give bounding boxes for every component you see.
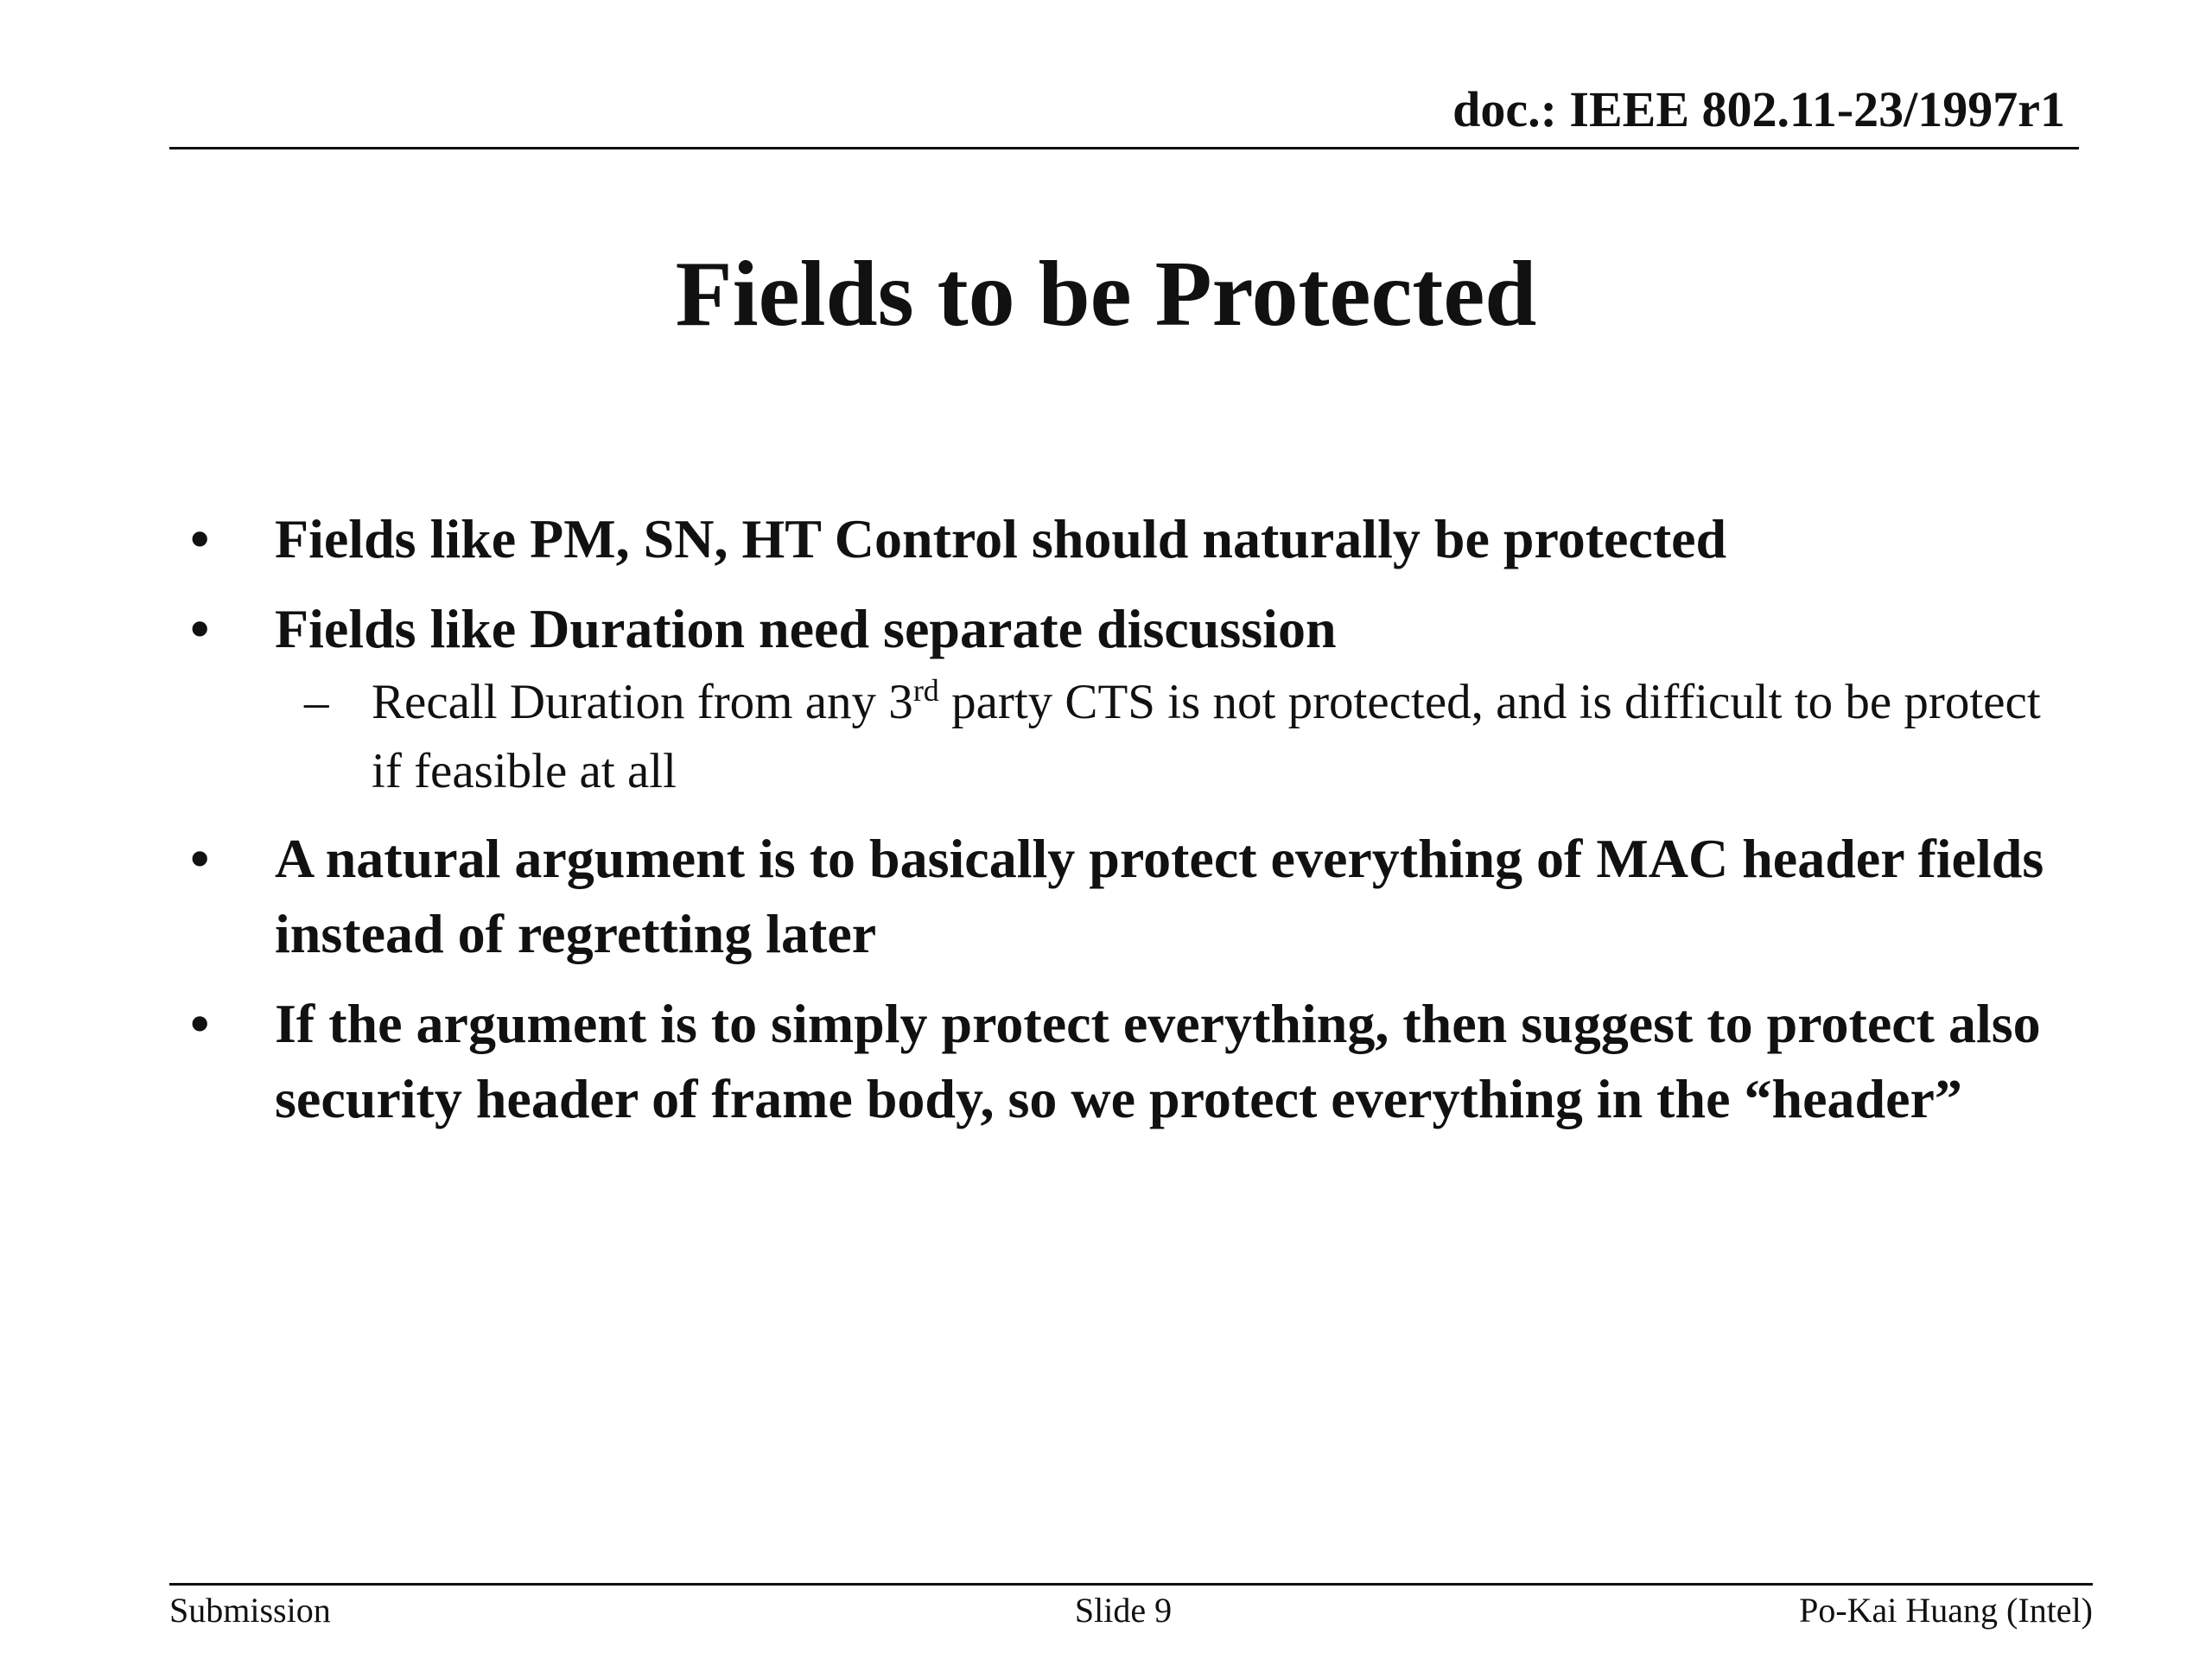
bullet-marker: • — [190, 598, 210, 659]
bullet-item — [173, 821, 2074, 971]
footer-author: Po-Kai Huang (Intel) — [1799, 1591, 2093, 1630]
document-reference: doc.: IEEE 802.11-23/1997r1 — [1452, 81, 2065, 137]
bullet-marker: • — [190, 828, 210, 889]
bullet-marker: • — [190, 993, 210, 1054]
bullet-list — [173, 501, 2074, 1151]
footer-submission: Submission — [169, 1591, 331, 1630]
sub-bullet-marker: – — [304, 675, 329, 729]
footer-divider — [169, 1583, 2093, 1586]
header-divider — [169, 147, 2079, 149]
bullet-marker: • — [190, 508, 210, 569]
sub-bullet-item — [173, 668, 2074, 806]
bullet-text: Fields like Duration need separate discussion — [275, 598, 1337, 659]
ordinal-superscript: rd — [912, 673, 939, 708]
bullet-item — [173, 986, 2074, 1136]
sub-bullet-text-end: party CTS is not protected, and is difficult to be protect if feasible at all — [372, 675, 2041, 798]
sub-bullet-text-start: Recall Duration from any 3 — [372, 675, 913, 729]
footer-slide-number: Slide 9 — [1074, 1591, 1173, 1630]
bullet-item — [173, 591, 2074, 806]
bullet-item — [173, 501, 2074, 576]
bullet-text: A natural argument is to basically protect everything of MAC header fields instead of regretting later — [275, 828, 2044, 964]
bullet-text: Fields like PM, SN, HT Control should naturally be protected — [275, 508, 1727, 569]
bullet-text: If the argument is to simply protect everything, then suggest to protect also security header of frame body, so we protect everything in the “header” — [275, 993, 2041, 1129]
slide-title: Fields to be Protected — [675, 243, 1537, 346]
